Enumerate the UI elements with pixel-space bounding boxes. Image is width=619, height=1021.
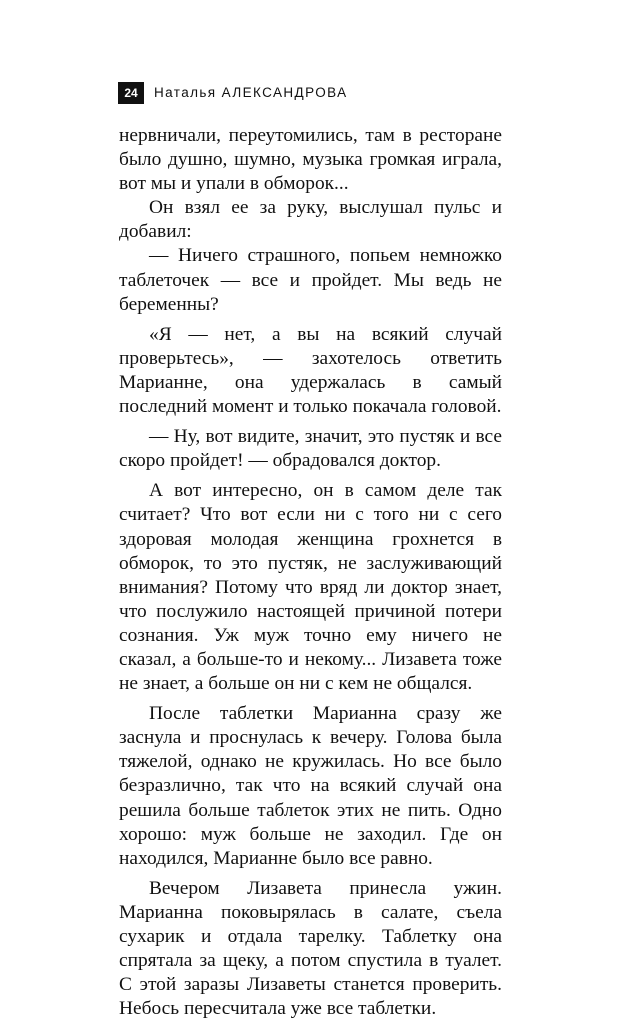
text-body	[119, 124, 502, 1021]
page-number: 24	[118, 82, 144, 104]
paragraph: Вечером Лизавета принесла ужин. Марианна поковырялась в салате, съела сухарик и отдала тарелку. Таблетку она спрятала за щеку, а потом спустила в туалет. С этой заразы Лизаветы станется проверить. Небось пересчитала уже все таблетки.	[119, 877, 502, 1020]
paragraph: — Ну, вот видите, значит, это пустяк и все скоро пройдет! — обрадовался доктор.	[119, 426, 502, 472]
paragraph: — Ничего страшного, попьем немножко таблеточек — все и пройдет. Мы ведь не беременны?	[119, 245, 502, 315]
author-name: Наталья АЛЕКСАНДРОВА	[154, 85, 348, 100]
paragraph: «Я — нет, а вы на всякий случай проверьтесь», — захотелось ответить Марианне, она удержалась в самый последний момент и только покачала головой.	[119, 323, 502, 418]
paragraph: А вот интересно, он в самом деле так считает? Что вот если ни с того ни с сего здоровая молодая женщина грохнется в обморок, то это пустяк, не заслуживающий внимания? Потому что вряд ли доктор знает, что послужило настоящей причиной потери сознания. Уж муж точно ему ничего не сказал, а больше-то и некому... Лизавета тоже не знает, а больше он ни с кем не общался.	[119, 480, 502, 695]
running-head	[118, 82, 347, 104]
paragraph: нервничали, переутомились, там в ресторане было душно, шумно, музыка громкая играла, вот мы и упали в обморок...	[119, 125, 502, 195]
paragraph: После таблетки Марианна сразу же заснула и проснулась к вечеру. Голова была тяжелой, однако не кружилась. Но все было безразлично, так что на всякий случай она решила больше таблеток этих не пить. Одно хорошо: муж больше не заходил. Где он находился, Марианне было все равно.	[119, 703, 502, 869]
paragraph: Он взял ее за руку, выслушал пульс и добавил:	[119, 197, 502, 243]
